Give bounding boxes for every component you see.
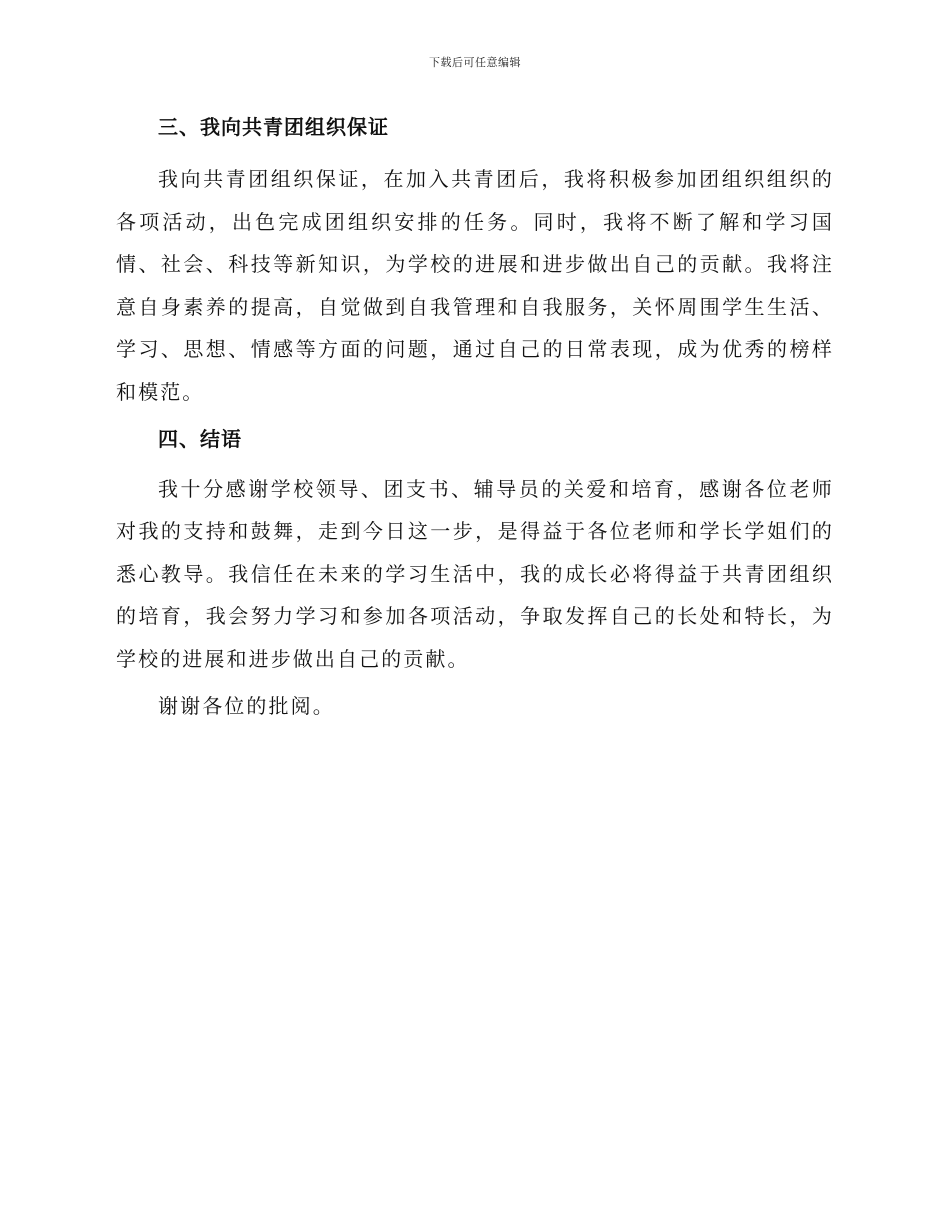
document-body [116,108,834,727]
body-paragraph: 我向共青团组织保证，在加入共青团后，我将积极参加团组织组织的各项活动，出色完成团组织安排的任务。同时，我将不断了解和学习国情、社会、科技等新知识，为学校的进展和进步做出自己的贡献。我将注意自身素养的提高，自觉做到自我管理和自我服务，关怀周围学生生活、学习、思想、情感等方面的问题，通过自己的日常表现，成为优秀的榜样和模范。 [116,167,834,404]
section-heading: 四、结语 [158,426,242,451]
section-heading: 三、我向共青团组织保证 [158,115,389,139]
closing-line: 谢谢各位的批阅。 [158,693,335,718]
body-paragraph: 我十分感谢学校领导、团支书、辅导员的关爱和培育，感谢各位老师对我的支持和鼓舞，走到今日这一步，是得益于各位老师和学长学姐们的悉心教导。我信任在未来的学习生活中，我的成长必将得益于共青团组织的培育，我会努力学习和参加各项活动，争取发挥自己的长处和特长，为学校的进展和进步做出自己的贡献。 [116,476,834,671]
page-header: 下载后可任意编辑 [429,56,521,69]
